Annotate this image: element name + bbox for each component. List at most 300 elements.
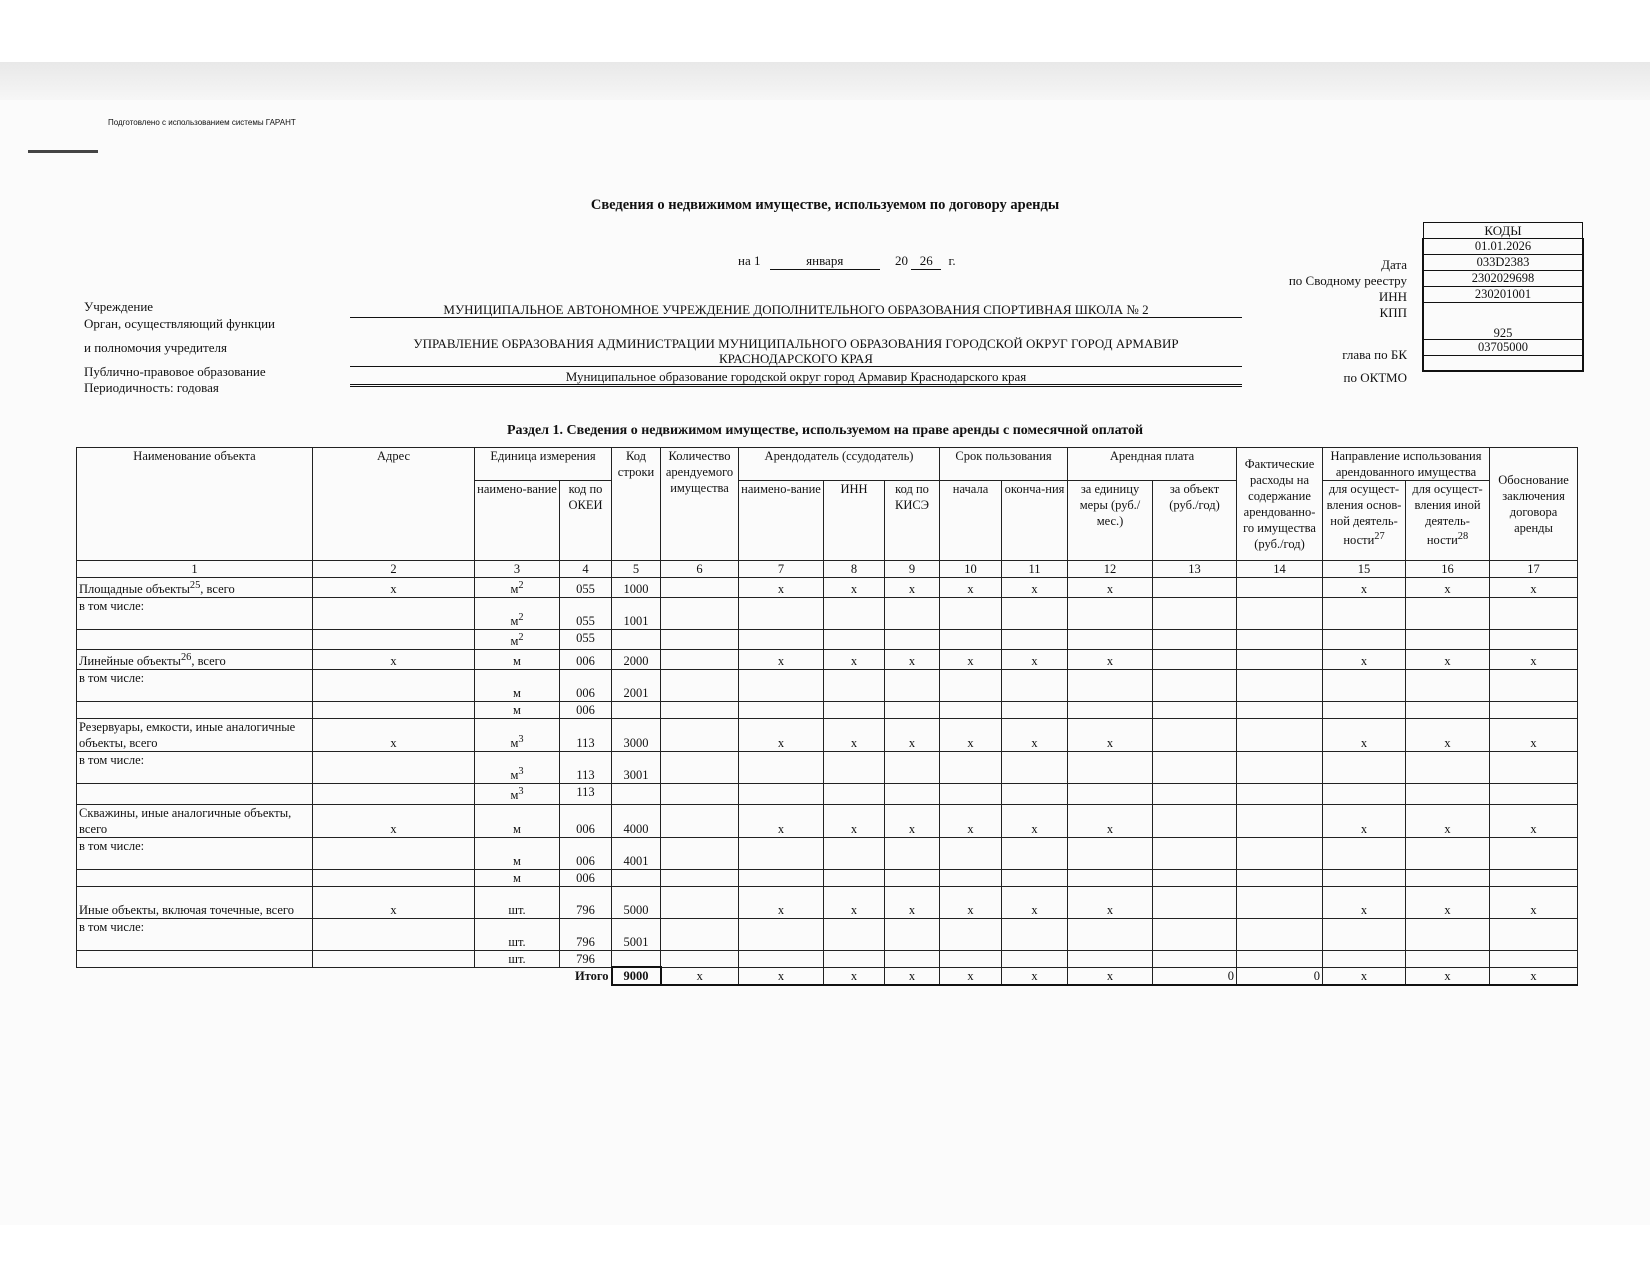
x-cell: х bbox=[1406, 719, 1490, 752]
value-cell bbox=[1237, 950, 1323, 967]
label-public-entity: Публично-правовое образование bbox=[84, 364, 266, 379]
value-cell bbox=[1153, 752, 1237, 784]
value-cell bbox=[1490, 670, 1578, 702]
unit-name: м bbox=[513, 686, 521, 701]
in-that-number-cell: в том числе: bbox=[77, 837, 313, 869]
empty-name-cell bbox=[77, 784, 313, 804]
value-cell bbox=[1490, 869, 1578, 886]
value-cell bbox=[739, 918, 824, 950]
value-cell bbox=[1490, 837, 1578, 869]
okei-cell: 796 bbox=[560, 950, 612, 967]
code-label-inn: ИНН bbox=[1378, 289, 1407, 304]
x-cell: х bbox=[1002, 578, 1068, 598]
group-name: Иные объекты, включая точечные, всего bbox=[79, 902, 294, 917]
unit-name: м bbox=[510, 582, 519, 597]
value-cell bbox=[1068, 598, 1153, 630]
codes-box bbox=[1422, 223, 1584, 372]
column-number: 7 bbox=[739, 561, 824, 578]
field-public-entity: Муниципальное образование городской округ город Армавир Краснодарского края bbox=[350, 369, 1242, 385]
value-cell bbox=[824, 837, 885, 869]
x-cell: х bbox=[1068, 578, 1153, 598]
x-cell: х bbox=[1323, 886, 1406, 918]
x-cell: х bbox=[824, 886, 885, 918]
value-cell bbox=[885, 670, 940, 702]
value-cell bbox=[940, 869, 1002, 886]
x-cell: х bbox=[940, 886, 1002, 918]
address-cell: х bbox=[313, 650, 475, 670]
unit-cell bbox=[475, 837, 560, 869]
value-cell bbox=[940, 918, 1002, 950]
table-row bbox=[77, 670, 1578, 702]
x-cell: х bbox=[1068, 804, 1153, 837]
header-address: Адрес bbox=[313, 448, 475, 561]
address-cell bbox=[313, 784, 475, 804]
document-title: Сведения о недвижимом имуществе, используемом по договору аренды bbox=[590, 197, 1060, 213]
value-cell bbox=[1153, 719, 1237, 752]
x-cell: х bbox=[1490, 886, 1578, 918]
value-cell bbox=[1490, 950, 1578, 967]
value-cell bbox=[1323, 598, 1406, 630]
table-row bbox=[77, 886, 1578, 918]
header-dir-main-text: для осущест-вления основ-ной деятель-ности bbox=[1326, 482, 1402, 548]
value-cell bbox=[1153, 950, 1237, 967]
value-cell bbox=[1002, 630, 1068, 650]
row-code-cell: 4001 bbox=[612, 837, 661, 869]
column-number: 10 bbox=[940, 561, 1002, 578]
x-cell: х bbox=[1002, 650, 1068, 670]
value-cell bbox=[1002, 670, 1068, 702]
value-cell bbox=[1323, 837, 1406, 869]
value-cell bbox=[1237, 630, 1323, 650]
header-basis: Обоснование заключения договора аренды bbox=[1490, 448, 1578, 561]
value-cell bbox=[1237, 784, 1323, 804]
value-cell bbox=[739, 784, 824, 804]
total-rent-object: 0 bbox=[1153, 967, 1237, 985]
x-cell: х bbox=[1490, 804, 1578, 837]
date-year-prefix: 20 bbox=[894, 253, 908, 268]
column-number: 11 bbox=[1002, 561, 1068, 578]
value-cell bbox=[1068, 702, 1153, 719]
x-cell: х bbox=[1002, 967, 1068, 985]
value-cell bbox=[1153, 918, 1237, 950]
address-cell: х bbox=[313, 578, 475, 598]
table-row bbox=[77, 804, 1578, 837]
value-cell bbox=[1068, 784, 1153, 804]
empty-name-cell bbox=[77, 630, 313, 650]
value-cell bbox=[1323, 784, 1406, 804]
value-cell bbox=[1002, 869, 1068, 886]
total-actual-costs: 0 bbox=[1237, 967, 1323, 985]
group-name-suffix: , всего bbox=[200, 582, 235, 597]
table-row bbox=[77, 598, 1578, 630]
column-number: 16 bbox=[1406, 561, 1490, 578]
value-cell bbox=[661, 670, 739, 702]
value-cell bbox=[824, 630, 885, 650]
address-cell bbox=[313, 918, 475, 950]
row-code-cell: 3000 bbox=[612, 719, 661, 752]
unit-cell bbox=[475, 950, 560, 967]
x-cell: х bbox=[739, 804, 824, 837]
value-cell bbox=[739, 598, 824, 630]
total-row bbox=[77, 967, 1578, 985]
address-cell: х bbox=[313, 719, 475, 752]
empty-name-cell bbox=[77, 869, 313, 886]
okei-cell: 113 bbox=[560, 752, 612, 784]
value-cell bbox=[739, 752, 824, 784]
x-cell: х bbox=[824, 650, 885, 670]
value-cell bbox=[1002, 702, 1068, 719]
header-direction: Направление использования арендованного имущества bbox=[1323, 448, 1490, 481]
value-cell bbox=[1490, 702, 1578, 719]
quantity-cell bbox=[661, 719, 739, 752]
x-cell: х bbox=[1002, 719, 1068, 752]
field-periodicity-line bbox=[350, 386, 1242, 387]
quantity-cell bbox=[661, 886, 739, 918]
value-cell bbox=[885, 837, 940, 869]
value-cell bbox=[1153, 578, 1237, 598]
value-cell bbox=[739, 950, 824, 967]
value-cell bbox=[1002, 784, 1068, 804]
value-cell bbox=[1153, 630, 1237, 650]
unit-name: м bbox=[513, 654, 521, 669]
unit-cell bbox=[475, 804, 560, 837]
column-number: 5 bbox=[612, 561, 661, 578]
value-cell bbox=[885, 918, 940, 950]
x-cell: х bbox=[1406, 804, 1490, 837]
value-cell bbox=[1068, 752, 1153, 784]
code-inn: 2302029698 bbox=[1424, 271, 1582, 287]
header-term: Срок пользования bbox=[940, 448, 1068, 481]
unit-name: м bbox=[510, 634, 519, 649]
table-row bbox=[77, 950, 1578, 967]
x-cell: х bbox=[824, 578, 885, 598]
value-cell bbox=[661, 702, 739, 719]
group-name-sup: 25 bbox=[189, 580, 201, 591]
unit-sup: 2 bbox=[518, 612, 524, 623]
value-cell bbox=[1153, 804, 1237, 837]
value-cell bbox=[1406, 950, 1490, 967]
unit-name: м bbox=[513, 703, 521, 718]
value-cell bbox=[1490, 918, 1578, 950]
value-cell bbox=[1323, 670, 1406, 702]
group-name: Линейные объекты bbox=[79, 654, 181, 669]
column-number: 9 bbox=[885, 561, 940, 578]
column-number: 1 bbox=[77, 561, 313, 578]
unit-sup: 3 bbox=[518, 766, 524, 778]
value-cell bbox=[940, 630, 1002, 650]
column-number: 15 bbox=[1323, 561, 1406, 578]
header-unit: Единица измерения bbox=[475, 448, 612, 481]
value-cell bbox=[885, 950, 940, 967]
header-lessor-kise: код по КИСЭ bbox=[885, 481, 940, 561]
quantity-cell bbox=[661, 650, 739, 670]
x-cell: х bbox=[1002, 804, 1068, 837]
header-name: Наименование объекта bbox=[77, 448, 313, 561]
field-institution: МУНИЦИПАЛЬНОЕ АВТОНОМНОЕ УЧРЕЖДЕНИЕ ДОПОЛНИТЕЛЬНОГО ОБРАЗОВАНИЯ СПОРТИВНАЯ ШКОЛА № 2 bbox=[350, 302, 1242, 318]
value-cell bbox=[1153, 886, 1237, 918]
value-cell bbox=[612, 950, 661, 967]
value-cell bbox=[1237, 598, 1323, 630]
x-cell: х bbox=[940, 719, 1002, 752]
value-cell bbox=[1490, 630, 1578, 650]
value-cell bbox=[1237, 752, 1323, 784]
value-cell bbox=[612, 869, 661, 886]
value-cell bbox=[824, 702, 885, 719]
x-cell: х bbox=[940, 804, 1002, 837]
column-number: 6 bbox=[661, 561, 739, 578]
empty-name-cell bbox=[77, 702, 313, 719]
value-cell bbox=[661, 752, 739, 784]
code-oktmo: 03705000 bbox=[1424, 340, 1582, 356]
unit-name: м bbox=[513, 853, 521, 868]
table-row bbox=[77, 784, 1578, 804]
value-cell bbox=[1068, 869, 1153, 886]
group-name-cell bbox=[77, 578, 313, 598]
x-cell: х bbox=[1002, 886, 1068, 918]
header-dir-main-sup: 27 bbox=[1374, 531, 1385, 542]
value-cell bbox=[1406, 752, 1490, 784]
value-cell bbox=[1406, 598, 1490, 630]
row-code-cell: 4000 bbox=[612, 804, 661, 837]
value-cell bbox=[1237, 719, 1323, 752]
value-cell bbox=[612, 630, 661, 650]
report-date bbox=[738, 253, 956, 270]
value-cell bbox=[1153, 869, 1237, 886]
unit-cell bbox=[475, 886, 560, 918]
code-bk: 925 bbox=[1424, 303, 1582, 340]
value-cell bbox=[1237, 837, 1323, 869]
x-cell: х bbox=[1323, 578, 1406, 598]
value-cell bbox=[1406, 630, 1490, 650]
okei-cell: 055 bbox=[560, 578, 612, 598]
date-suffix: г. bbox=[948, 253, 956, 268]
value-cell bbox=[1068, 837, 1153, 869]
value-cell bbox=[1490, 598, 1578, 630]
row-code-cell: 1001 bbox=[612, 598, 661, 630]
table-row bbox=[77, 918, 1578, 950]
okei-cell: 055 bbox=[560, 630, 612, 650]
x-cell: х bbox=[940, 650, 1002, 670]
value-cell bbox=[885, 630, 940, 650]
value-cell bbox=[940, 784, 1002, 804]
x-cell: х bbox=[1406, 578, 1490, 598]
date-month: января bbox=[770, 253, 880, 270]
address-cell bbox=[313, 752, 475, 784]
value-cell bbox=[1323, 869, 1406, 886]
value-cell bbox=[1406, 837, 1490, 869]
code-label-date: Дата bbox=[1381, 257, 1407, 272]
okei-cell: 006 bbox=[560, 804, 612, 837]
value-cell bbox=[824, 869, 885, 886]
address-cell bbox=[313, 950, 475, 967]
value-cell bbox=[824, 918, 885, 950]
value-cell bbox=[1406, 869, 1490, 886]
x-cell: х bbox=[1490, 967, 1578, 985]
label-institution: Учреждение bbox=[84, 299, 154, 314]
value-cell bbox=[1237, 670, 1323, 702]
header-dir-other bbox=[1406, 481, 1490, 561]
prepared-note: Подготовлено с использованием системы ГАРАНТ bbox=[108, 118, 296, 127]
group-name-cell bbox=[77, 719, 313, 752]
value-cell bbox=[1068, 670, 1153, 702]
unit-name: м bbox=[513, 821, 521, 836]
x-cell: х bbox=[885, 578, 940, 598]
value-cell bbox=[1002, 752, 1068, 784]
group-name: Площадные объекты bbox=[79, 582, 190, 597]
unit-sup: 3 bbox=[518, 734, 524, 746]
value-cell bbox=[1153, 650, 1237, 670]
codes-header: КОДЫ bbox=[1423, 222, 1583, 239]
value-cell bbox=[1068, 630, 1153, 650]
value-cell bbox=[612, 702, 661, 719]
header-lessor-inn: ИНН bbox=[824, 481, 885, 561]
address-cell bbox=[313, 837, 475, 869]
x-cell: х bbox=[885, 719, 940, 752]
x-cell: х bbox=[1068, 967, 1153, 985]
x-cell: х bbox=[1068, 650, 1153, 670]
okei-cell: 055 bbox=[560, 598, 612, 630]
header-term-end: оконча-ния bbox=[1002, 481, 1068, 561]
header-row-code: Код строки bbox=[612, 448, 661, 561]
x-cell: х bbox=[1323, 804, 1406, 837]
address-cell bbox=[313, 598, 475, 630]
scan-mark bbox=[28, 150, 98, 153]
value-cell bbox=[1406, 784, 1490, 804]
unit-sup: 2 bbox=[518, 580, 524, 591]
total-label-cell: Итого bbox=[574, 968, 609, 983]
header-lessor-name: наимено-вание bbox=[739, 481, 824, 561]
row-code-cell: 2001 bbox=[612, 670, 661, 702]
value-cell bbox=[940, 837, 1002, 869]
group-name-cell bbox=[77, 804, 313, 837]
value-cell bbox=[885, 752, 940, 784]
label-organ-1: Орган, осуществляющий функции bbox=[84, 316, 275, 331]
header-quantity: Количество арендуемого имущества bbox=[661, 448, 739, 561]
value-cell bbox=[1153, 598, 1237, 630]
value-cell bbox=[739, 630, 824, 650]
value-cell bbox=[1406, 670, 1490, 702]
unit-name: шт. bbox=[508, 951, 526, 966]
unit-name: м bbox=[513, 870, 521, 885]
unit-cell bbox=[475, 918, 560, 950]
value-cell bbox=[940, 598, 1002, 630]
code-label-registry: по Сводному реестру bbox=[1288, 273, 1407, 288]
code-kpp: 230201001 bbox=[1424, 287, 1582, 303]
column-number: 12 bbox=[1068, 561, 1153, 578]
group-name: Резервуары, емкости, иные аналогичные объекты, всего bbox=[79, 720, 296, 751]
value-cell bbox=[940, 670, 1002, 702]
unit-cell bbox=[475, 719, 560, 752]
value-cell bbox=[661, 837, 739, 869]
unit-cell bbox=[475, 650, 560, 670]
unit-cell bbox=[475, 578, 560, 598]
x-cell: х bbox=[885, 967, 940, 985]
row-code-cell: 5000 bbox=[612, 886, 661, 918]
value-cell bbox=[824, 784, 885, 804]
column-number: 14 bbox=[1237, 561, 1323, 578]
value-cell bbox=[1002, 918, 1068, 950]
value-cell bbox=[1153, 837, 1237, 869]
value-cell bbox=[1002, 837, 1068, 869]
value-cell bbox=[1323, 752, 1406, 784]
x-cell: х bbox=[885, 886, 940, 918]
unit-name: шт. bbox=[508, 902, 526, 917]
x-cell: х bbox=[739, 578, 824, 598]
value-cell bbox=[824, 598, 885, 630]
address-cell bbox=[313, 869, 475, 886]
okei-cell: 006 bbox=[560, 702, 612, 719]
x-cell: х bbox=[1490, 650, 1578, 670]
value-cell bbox=[1406, 702, 1490, 719]
address-cell bbox=[313, 702, 475, 719]
group-name-cell bbox=[77, 886, 313, 918]
column-number-row bbox=[77, 561, 1578, 578]
value-cell bbox=[1323, 630, 1406, 650]
value-cell bbox=[885, 784, 940, 804]
table-row bbox=[77, 837, 1578, 869]
x-cell: х bbox=[739, 719, 824, 752]
value-cell bbox=[1068, 950, 1153, 967]
x-cell: х bbox=[1323, 719, 1406, 752]
column-number: 17 bbox=[1490, 561, 1578, 578]
unit-cell bbox=[475, 752, 560, 784]
header-dir-other-text: для осущест-вления иной деятель-ности bbox=[1412, 482, 1483, 548]
header-lessor: Арендодатель (ссудодатель) bbox=[739, 448, 940, 481]
value-cell bbox=[739, 670, 824, 702]
value-cell bbox=[1323, 702, 1406, 719]
x-cell: х bbox=[739, 650, 824, 670]
x-cell: х bbox=[1490, 719, 1578, 752]
code-label-kpp: КПП bbox=[1379, 305, 1407, 320]
row-code-cell: 1000 bbox=[612, 578, 661, 598]
rent-table bbox=[76, 447, 1578, 986]
code-label-bk: глава по БК bbox=[1342, 347, 1407, 362]
value-cell bbox=[824, 670, 885, 702]
unit-name: м bbox=[510, 614, 519, 629]
column-number: 2 bbox=[313, 561, 475, 578]
value-cell bbox=[1406, 918, 1490, 950]
row-code-cell: 5001 bbox=[612, 918, 661, 950]
unit-name: м bbox=[510, 736, 519, 751]
okei-cell: 006 bbox=[560, 650, 612, 670]
in-that-number-cell: в том числе: bbox=[77, 598, 313, 630]
x-cell: х bbox=[1490, 578, 1578, 598]
value-cell bbox=[661, 918, 739, 950]
table-row bbox=[77, 650, 1578, 670]
unit-name: м bbox=[510, 768, 519, 783]
value-cell bbox=[940, 752, 1002, 784]
row-code-cell: 3001 bbox=[612, 752, 661, 784]
scan-band bbox=[0, 62, 1650, 102]
unit-cell bbox=[475, 702, 560, 719]
value-cell bbox=[940, 702, 1002, 719]
quantity-cell bbox=[661, 804, 739, 837]
okei-cell: 796 bbox=[560, 918, 612, 950]
okei-cell: 006 bbox=[560, 837, 612, 869]
value-cell bbox=[1237, 578, 1323, 598]
okei-cell: 113 bbox=[560, 784, 612, 804]
section-title: Раздел 1. Сведения о недвижимом имуществе, используемом на праве аренды с помесячной оплатой bbox=[506, 423, 1144, 438]
column-number: 13 bbox=[1153, 561, 1237, 578]
quantity-cell bbox=[661, 578, 739, 598]
code-date: 01.01.2026 bbox=[1424, 239, 1582, 255]
header-rent: Арендная плата bbox=[1068, 448, 1237, 481]
header-actual-costs: Фактические расходы на содержание арендованно-го имущества (руб./год) bbox=[1237, 448, 1323, 561]
x-cell: х bbox=[885, 650, 940, 670]
value-cell bbox=[1153, 784, 1237, 804]
header-term-start: начала bbox=[940, 481, 1002, 561]
okei-cell: 796 bbox=[560, 886, 612, 918]
